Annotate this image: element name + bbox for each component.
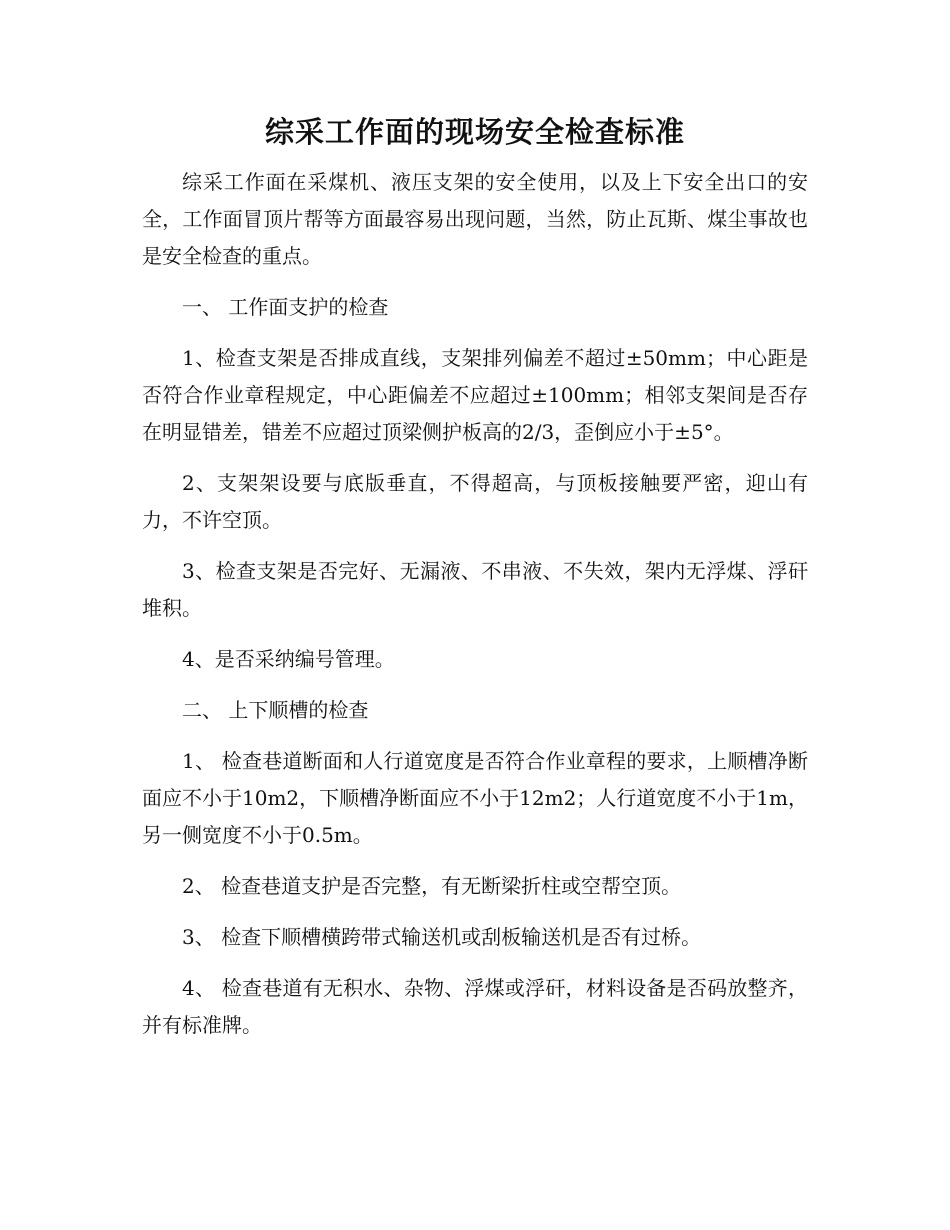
- section-heading-roadway: 二、 上下顺槽的检查: [182, 698, 369, 722]
- section-heading-support: 一、 工作面支护的检查: [182, 295, 389, 319]
- support-item-3: 3、检查支架是否完好、无漏液、不串液、不失效，架内无浮煤、浮矸堆积。: [142, 559, 808, 620]
- roadway-item-4: 4、 检查巷道有无积水、杂物、浮煤或浮矸，材料设备是否码放整齐，并有标准牌。: [142, 976, 808, 1037]
- intro-paragraph: 综采工作面在采煤机、液压支架的安全使用，以及上下安全出口的安全，工作面冒顶片帮等方面最容易出现问题，当然，防止瓦斯、煤尘事故也是安全检查的重点。: [142, 170, 808, 268]
- document-body: [142, 164, 808, 1058]
- support-item-4: 4、是否采纳编号管理。: [182, 647, 395, 671]
- support-item-1: 1、检查支架是否排成直线，支架排列偏差不超过±50mm；中心距是否符合作业章程规定，中心距偏差不应超过±100mm；相邻支架间是否存在明显错差，错差不应超过顶梁侧护板高的2/3，歪倒应小于±5°。: [142, 346, 808, 444]
- document-title: 综采工作面的现场安全检查标准: [264, 115, 685, 149]
- roadway-item-1: 1、 检查巷道断面和人行道宽度是否符合作业章程的要求，上顺槽净断面应不小于10m2，下顺槽净断面应不小于12m2；人行道宽度不小于1m，另一侧宽度不小于0.5m。: [142, 749, 808, 847]
- roadway-item-2: 2、 检查巷道支护是否完整，有无断梁折柱或空帮空顶。: [182, 874, 682, 898]
- support-item-2: 2、支架架设要与底版垂直，不得超高，与顶板接触要严密，迎山有力，不许空顶。: [142, 471, 808, 532]
- roadway-item-3: 3、 检查下顺槽横跨带式输送机或刮板输送机是否有过桥。: [182, 925, 702, 949]
